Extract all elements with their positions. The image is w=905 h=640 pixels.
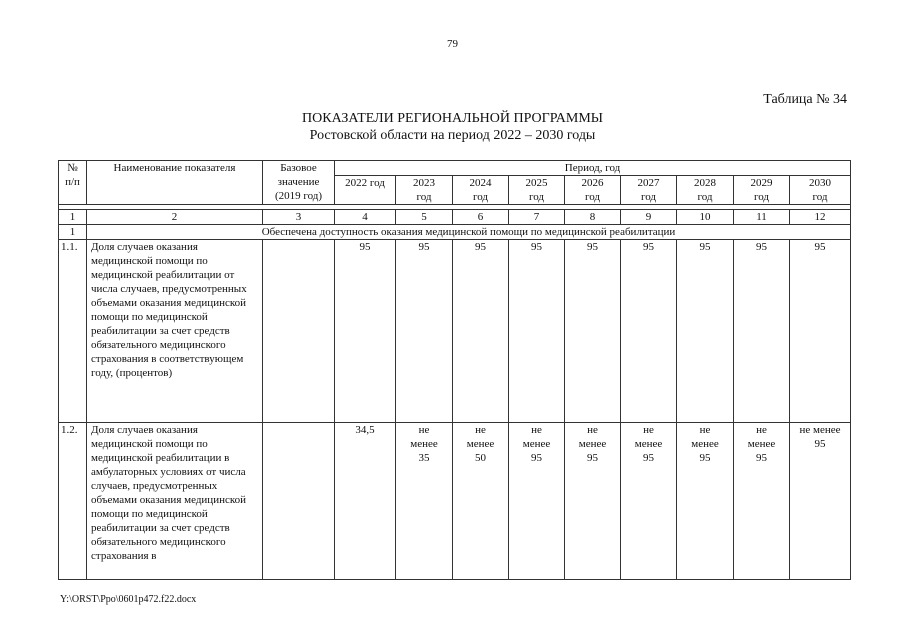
header-year: 2024 год <box>453 176 509 205</box>
header-year: 2030 год <box>790 176 851 205</box>
row-value: не менее 50 <box>453 423 509 580</box>
title-line-2: Ростовской области на период 2022 – 2030 годы <box>309 128 596 143</box>
row-value: не менее 95 <box>790 423 851 580</box>
table-row <box>59 240 851 423</box>
header-year: 2026 год <box>565 176 621 205</box>
row-value: не менее 95 <box>565 423 621 580</box>
column-number: 10 <box>677 210 734 225</box>
header-num: № п/п <box>59 161 87 205</box>
header-year: 2028 год <box>677 176 734 205</box>
indicators-table <box>58 160 851 580</box>
section-num: 1 <box>59 225 87 240</box>
row-value: 95 <box>509 240 565 423</box>
row-value: 95 <box>734 240 790 423</box>
table-label: Таблица № 34 <box>763 92 847 107</box>
file-path-footer: Y:\ORST\Ppo\0601p472.f22.docx <box>60 594 197 605</box>
header-name: Наименование показателя <box>87 161 263 205</box>
header-year: 2029 год <box>734 176 790 205</box>
column-number: 2 <box>87 210 263 225</box>
header-year: 2027 год <box>621 176 677 205</box>
row-value: 95 <box>396 240 453 423</box>
header-year: 2022 год <box>335 176 396 205</box>
row-value: 95 <box>335 240 396 423</box>
page-number: 79 <box>447 38 458 50</box>
row-num: 1.2. <box>59 423 87 580</box>
row-base-value <box>263 240 335 423</box>
column-number: 3 <box>263 210 335 225</box>
header-base: Базовое значение (2019 год) <box>263 161 335 205</box>
header-year: 2025 год <box>509 176 565 205</box>
header-period: Период, год <box>335 161 851 176</box>
row-value: 95 <box>790 240 851 423</box>
row-value: не менее 95 <box>621 423 677 580</box>
row-indicator-name: Доля случаев оказания медицинской помощи по медицинской реабилитации в амбулаторных условиях от числа случаев, предусмотренных объемами оказания медицинской помощи по медицинской реабилитации за счет средств обязательного медицинского страхования в <box>87 423 263 580</box>
column-number: 12 <box>790 210 851 225</box>
row-indicator-name: Доля случаев оказания медицинской помощи по медицинской реабилитации от числа случаев, предусмотренных объемами оказания медицинской помощи по медицинской реабилитации за счет средств обязательного медицинского страхования в соответствующем году, (процентов) <box>87 240 263 423</box>
document-title <box>0 110 905 144</box>
header-row-1 <box>59 161 851 176</box>
row-value: 95 <box>621 240 677 423</box>
column-number: 8 <box>565 210 621 225</box>
column-number: 11 <box>734 210 790 225</box>
column-number: 9 <box>621 210 677 225</box>
row-value: 95 <box>677 240 734 423</box>
column-number: 7 <box>509 210 565 225</box>
row-base-value <box>263 423 335 580</box>
row-value: 95 <box>453 240 509 423</box>
header-year: 2023 год <box>396 176 453 205</box>
table-row <box>59 423 851 580</box>
row-value: не менее 95 <box>734 423 790 580</box>
row-value: 95 <box>565 240 621 423</box>
section-row <box>59 225 851 240</box>
column-number: 5 <box>396 210 453 225</box>
row-num: 1.1. <box>59 240 87 423</box>
title-line-1: ПОКАЗАТЕЛИ РЕГИОНАЛЬНОЙ ПРОГРАММЫ <box>302 111 603 126</box>
row-value: не менее 95 <box>677 423 734 580</box>
row-value: не менее 95 <box>509 423 565 580</box>
column-number: 6 <box>453 210 509 225</box>
section-title: Обеспечена доступность оказания медицинской помощи по медицинской реабилитации <box>87 225 851 240</box>
column-number: 1 <box>59 210 87 225</box>
column-number: 4 <box>335 210 396 225</box>
row-value: 34,5 <box>335 423 396 580</box>
row-value: не менее 35 <box>396 423 453 580</box>
column-numbers-row <box>59 210 851 225</box>
